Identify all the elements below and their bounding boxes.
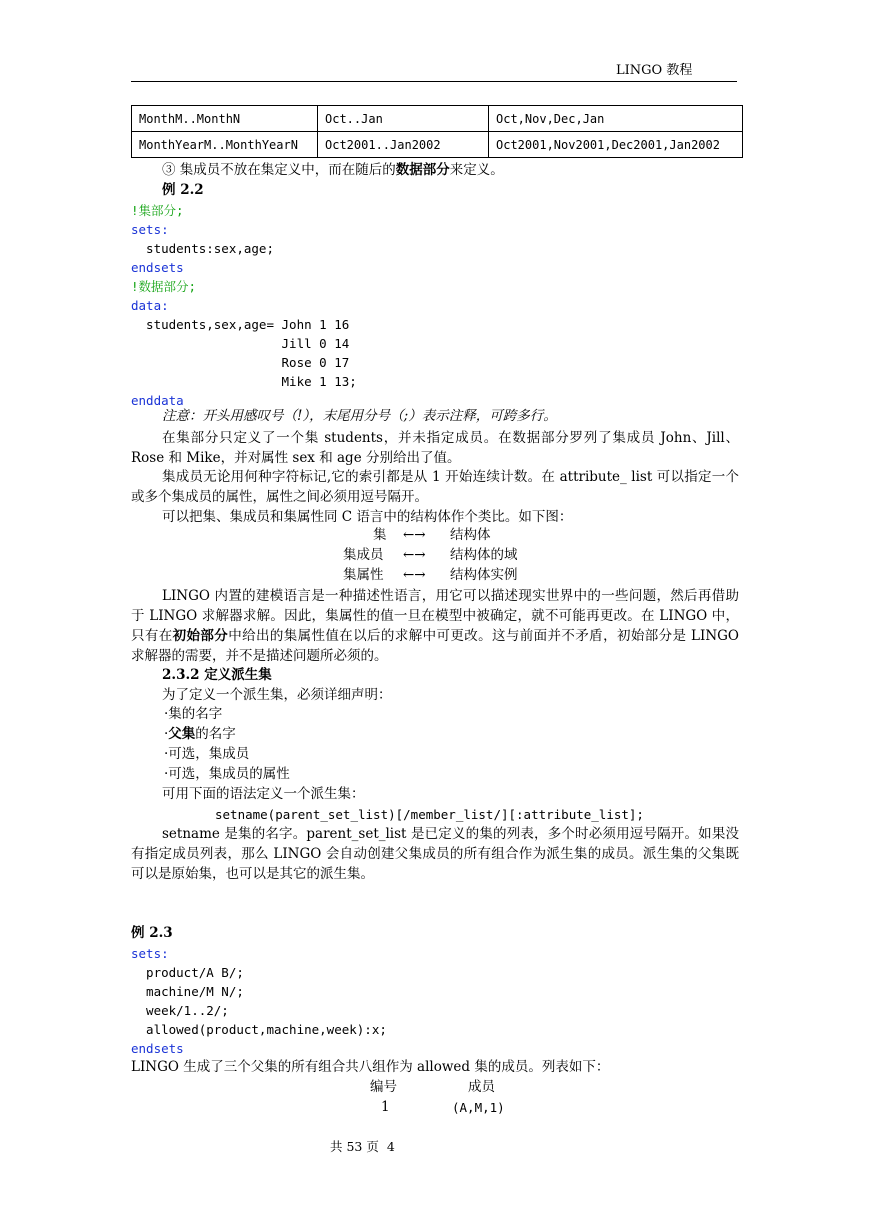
code-line: allowed(product,machine,week):x; <box>131 1022 387 1037</box>
header-title: LINGO 教程 <box>616 63 693 78</box>
arrow-icon: ←→ <box>403 547 426 563</box>
arrow-icon: ←→ <box>403 567 426 583</box>
total-pages: 共 53 页 <box>330 1139 379 1154</box>
item-3 <box>162 161 504 180</box>
paragraph-4-bold: 初始部分 <box>172 628 229 644</box>
paragraph-4-text-end: 中给出的集属性值在以后的求解中可更改。这与前面并不矛盾，初始部分是 LINGO 求解器的需要，并不是描述问题所必须的。 <box>131 628 740 664</box>
bullet-text: 可选，集成员的属性 <box>168 766 290 782</box>
bullet-icon: · <box>164 766 169 782</box>
paragraph-2: 集成员无论用何种字符标记,它的索引都是从 1 开始连续计数。在 attribute_ list 可以指定一个或多个集成员的属性，属性之间必须用逗号隔开。 <box>131 469 739 505</box>
bullet-icon: · <box>164 746 169 762</box>
arrow-icon: ←→ <box>403 527 426 543</box>
code-line: !集部分; <box>131 203 184 218</box>
table-cell: Oct,Nov,Dec,Jan <box>489 106 743 132</box>
bullet-text: 的名字 <box>195 726 236 742</box>
bullet-item <box>164 745 249 764</box>
bullet-item <box>164 765 290 784</box>
example-2-2-title: 例 2.2 <box>162 182 204 198</box>
analogy-left: 集属性 <box>343 567 384 583</box>
bullet-item <box>164 705 222 724</box>
code-line: students:sex,age; <box>131 241 274 256</box>
bullet-text: 可选，集成员 <box>168 746 250 762</box>
page-number: 4 <box>386 1139 395 1154</box>
paragraph-6: 可用下面的语法定义一个派生集： <box>162 786 365 802</box>
example-2-3-title: 例 2.3 <box>131 925 173 941</box>
member-table-header: 编号 <box>370 1079 397 1095</box>
code-line: enddata <box>131 393 184 408</box>
code-line: Jill 0 14 <box>131 336 350 351</box>
table-cell: Oct..Jan <box>318 106 489 132</box>
analogy-right: 结构体 <box>450 527 491 543</box>
code-block-2-2 <box>131 201 357 410</box>
item-3-text: 集成员不放在集定义中，而在随后的 <box>175 162 396 178</box>
item-3-text-end: 来定义。 <box>449 162 504 178</box>
code-line: Rose 0 17 <box>131 355 350 370</box>
code-line: endsets <box>131 1041 184 1056</box>
member-table-cell: 1 <box>381 1099 390 1115</box>
bullet-item <box>164 725 236 744</box>
analogy-left: 集 <box>373 527 387 543</box>
note-text: 注意：开头用感叹号（!），末尾用分号（;）表示注释，可跨多行。 <box>162 408 557 424</box>
header-rule <box>131 81 737 82</box>
paragraph-5: 为了定义一个派生集，必须详细声明： <box>162 687 392 703</box>
paragraph-3: 可以把集、集成员和集属性同 C 语言中的结构体作个类比。如下图： <box>162 509 573 525</box>
code-line: students,sex,age= John 1 16 <box>131 317 350 332</box>
item-3-bold: 数据部分 <box>395 162 450 178</box>
member-table-header: 成员 <box>468 1079 495 1095</box>
code-line: Mike 1 13; <box>131 374 357 389</box>
paragraph-1: 在集部分只定义了一个集 students，并未指定成员。在数据部分罗列了集成员 John、Jill、Rose 和 Mike，并对属性 sex 和 age 分别给出了值。 <box>131 430 739 466</box>
table-row <box>132 106 743 132</box>
member-table-cell: (A,M,1) <box>452 1100 505 1115</box>
table-row <box>132 132 743 158</box>
syntax-line: setname(parent_set_list)[/member_list/][:attribute_list]; <box>215 807 644 822</box>
code-line: sets: <box>131 222 169 237</box>
code-line: product/A B/; <box>131 965 244 980</box>
paragraph-4-text: LINGO 内置的建模语言是一种描述性语言，用它可以描述现实世界中的一些问题，然后再借助于 LINGO 求解器求解。因此，集属性的值一旦在模型中被确定，就不可能再更改。在 LINGO 中，只有在 <box>131 588 739 644</box>
paragraph-7: setname 是集的名字。parent_set_list 是已定义的集的列表，多个时必须用逗号隔开。如果没有指定成员列表，那么 LINGO 会自动创建父集成员的所有组合作为派生集的成员。派生集的父集既可以是原始集，也可以是其它的派生集。 <box>131 826 739 882</box>
analogy-right: 结构体实例 <box>450 567 518 583</box>
table-cell: Oct2001..Jan2002 <box>318 132 489 158</box>
analogy-left: 集成员 <box>343 547 384 563</box>
code-line: sets: <box>131 946 169 961</box>
analogy-right: 结构体的域 <box>450 547 518 563</box>
paragraph-4 <box>131 586 739 666</box>
bullet-text: 集的名字 <box>168 706 223 722</box>
code-line: !数据部分; <box>131 279 197 294</box>
table-cell: MonthYearM..MonthYearN <box>132 132 318 158</box>
page-footer <box>330 1137 395 1156</box>
bullet-icon: · <box>164 706 169 722</box>
bullet-icon: · <box>164 726 169 742</box>
code-line: endsets <box>131 260 184 275</box>
paragraph-8: LINGO 生成了三个父集的所有组合共八组作为 allowed 集的成员。列表如下： <box>131 1059 610 1075</box>
table-cell: Oct2001,Nov2001,Dec2001,Jan2002 <box>489 132 743 158</box>
range-table <box>131 105 743 158</box>
section-heading: 2.3.2 定义派生集 <box>162 667 272 683</box>
code-line: week/1..2/; <box>131 1003 229 1018</box>
circled-three-marker: ③ <box>162 162 176 178</box>
table-cell: MonthM..MonthN <box>132 106 318 132</box>
code-line: data: <box>131 298 169 313</box>
code-block-2-3 <box>131 944 387 1058</box>
bullet-bold: 父集 <box>168 726 196 742</box>
code-line: machine/M N/; <box>131 984 244 999</box>
